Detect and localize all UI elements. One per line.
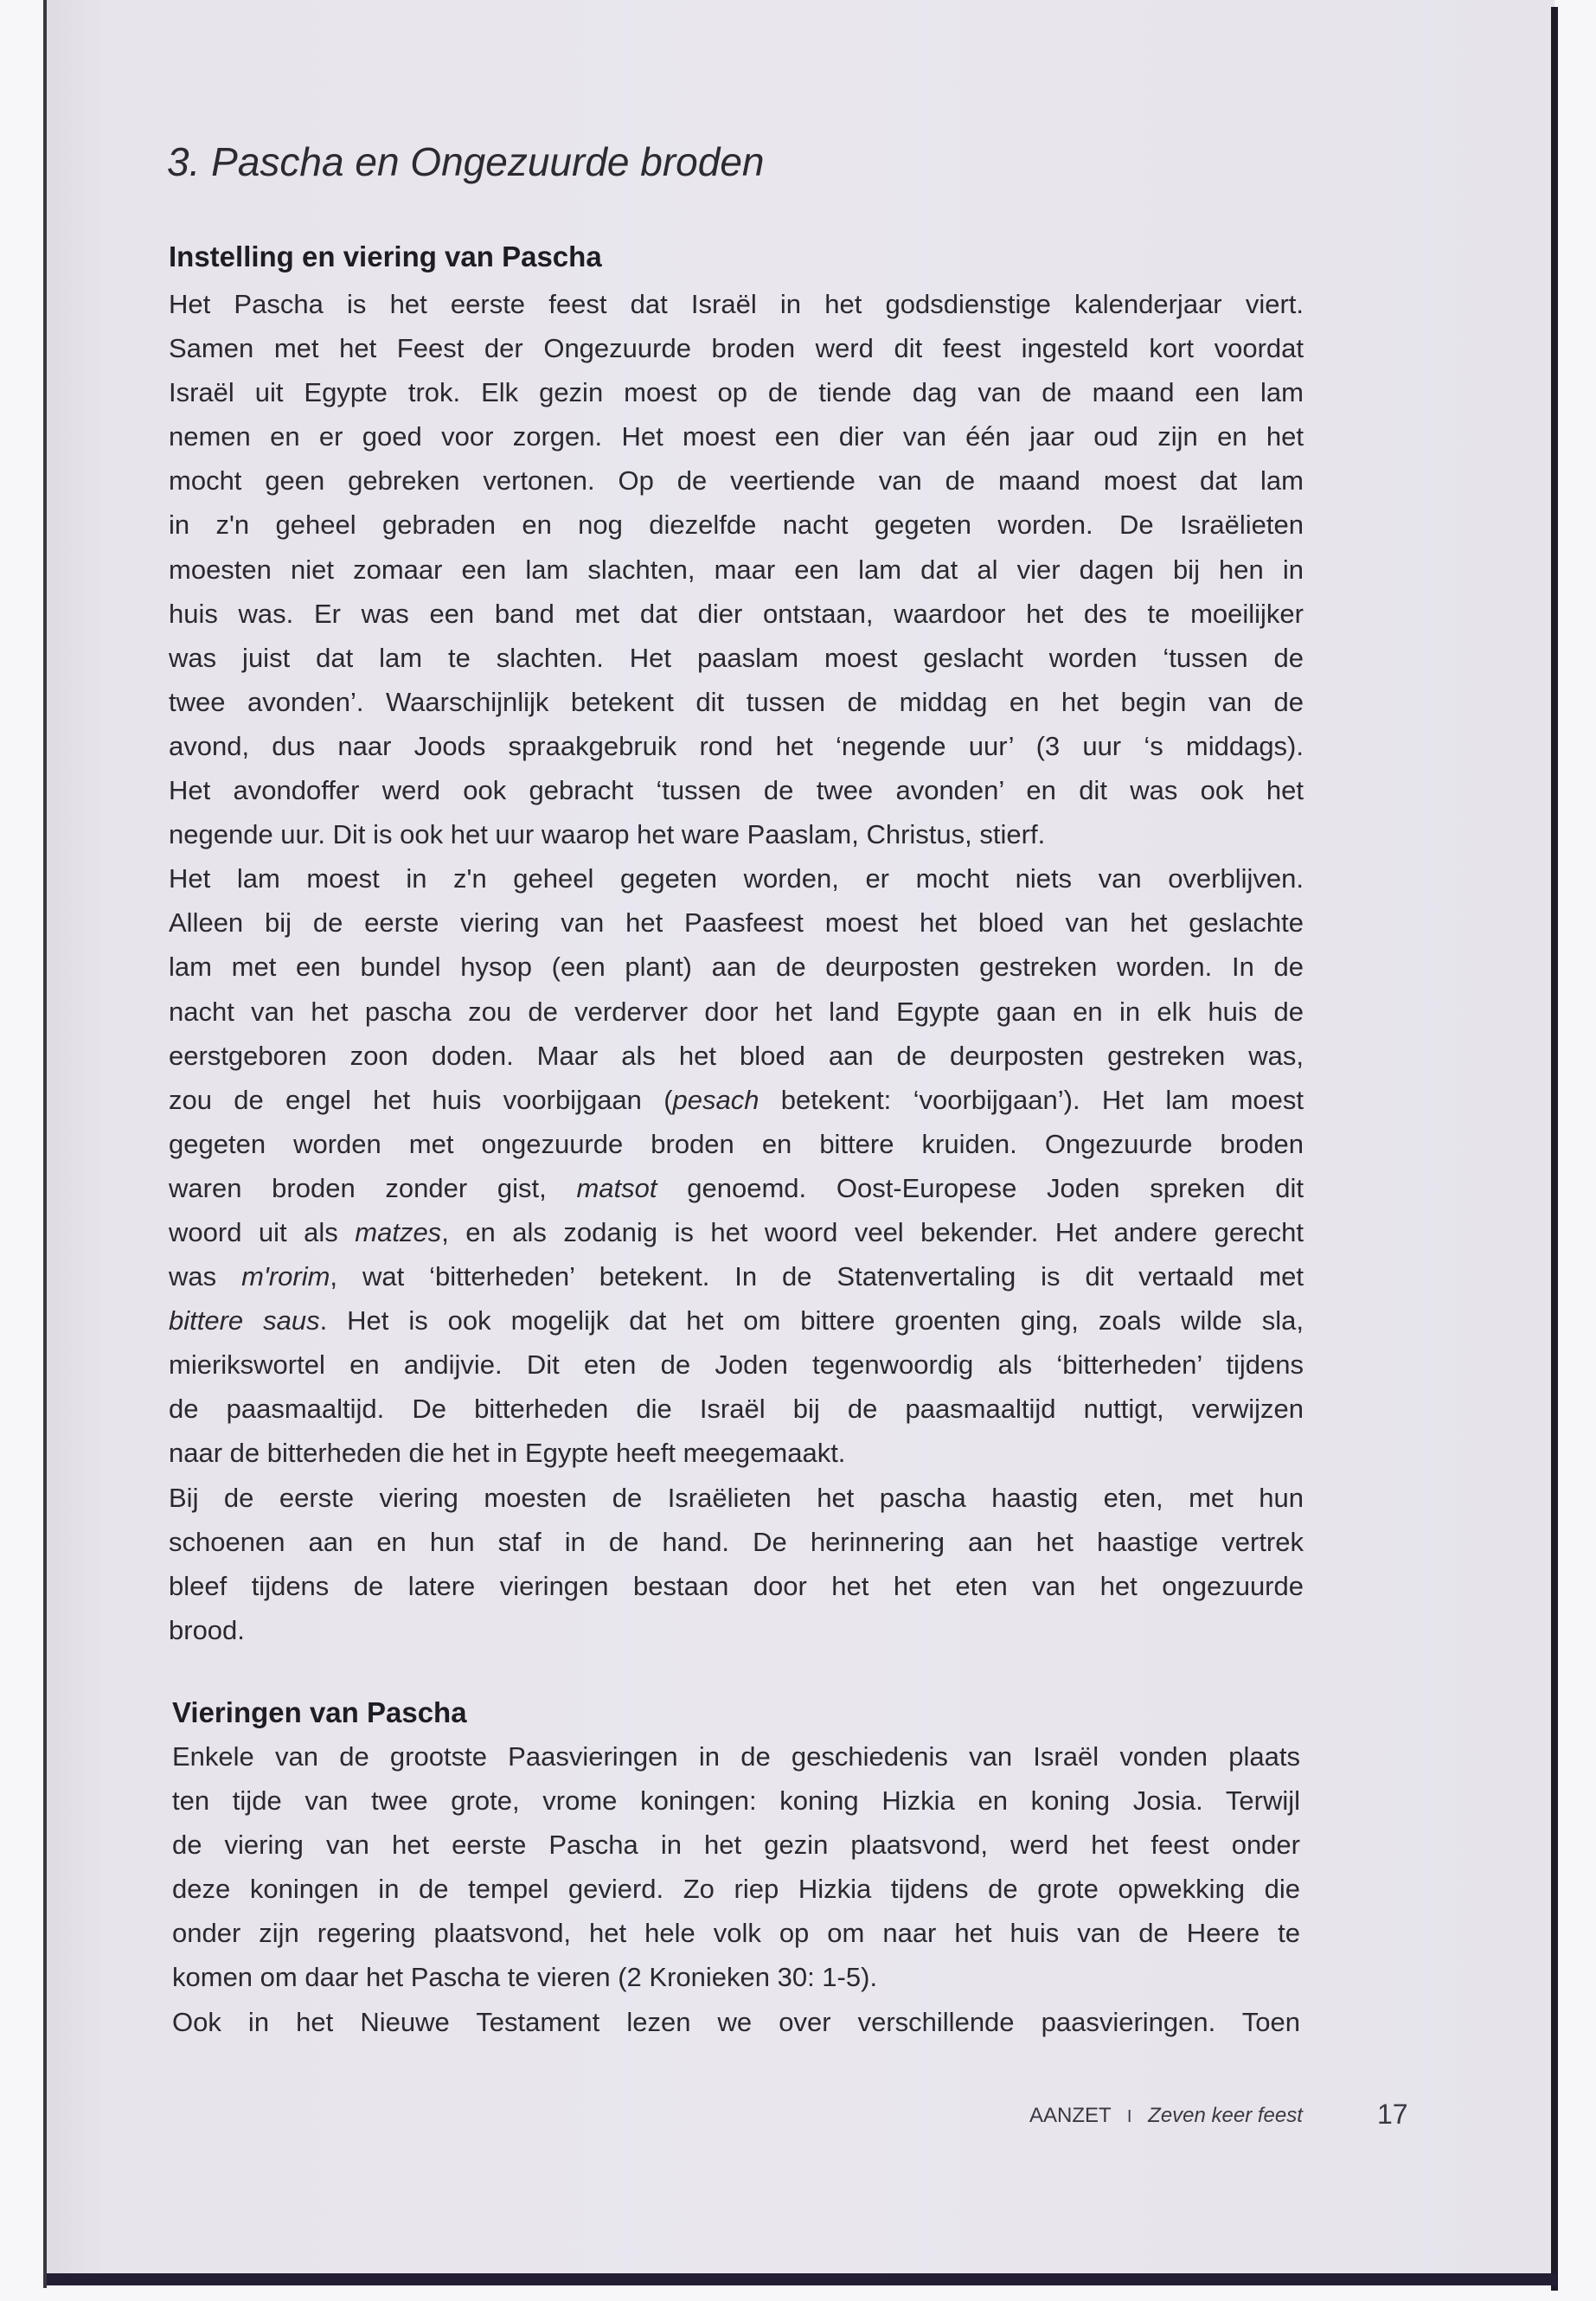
text-segment: negende uur. Dit is ook het uur waarop het ware Paaslam, Christus, stierf. bbox=[169, 819, 1046, 850]
text-line bbox=[169, 1210, 1304, 1254]
text-line bbox=[169, 1078, 1304, 1122]
italic-term: matsot bbox=[576, 1172, 657, 1203]
text-line bbox=[169, 1564, 1304, 1608]
text-segment: was juist dat lam te slachten. Het paaslam moest geslacht worden ‘tussen de bbox=[169, 642, 1304, 673]
text-line bbox=[169, 990, 1304, 1034]
text-segment: Het Pascha is het eerste feest dat Israël in het godsdienstige kalenderjaar viert. bbox=[169, 289, 1304, 319]
italic-term: matzes bbox=[355, 1216, 442, 1247]
text-line bbox=[169, 414, 1304, 458]
text-segment: ten tijde van twee grote, vrome koningen: koning Hizkia en koning Josia. Terwijl bbox=[172, 1785, 1300, 1817]
text-segment: schoenen aan en hun staf in de hand. De herinnering aan het haastige vertrek bbox=[169, 1526, 1304, 1557]
italic-term: bittere saus bbox=[169, 1305, 320, 1336]
text-segment: nemen en er goed voor zorgen. Het moest een dier van één jaar oud zijn en het bbox=[169, 421, 1304, 452]
text-segment: Ook in het Nieuwe Testament lezen we over verschillende paasvieringen. Toen bbox=[172, 2006, 1300, 2037]
text-line bbox=[172, 1779, 1300, 1823]
text-line bbox=[169, 1476, 1304, 1520]
text-line bbox=[169, 592, 1304, 636]
italic-term: m'rorim bbox=[241, 1261, 330, 1292]
text-segment: genoemd. Oost-Europese Joden spreken dit bbox=[657, 1172, 1304, 1203]
text-segment: mocht geen gebreken vertonen. Op de veertiende van de maand moest dat lam bbox=[169, 465, 1304, 497]
text-segment: lam met een bundel hysop (een plant) aan de deurposten gestreken worden. In de bbox=[169, 952, 1304, 983]
text-segment: eerstgeboren zoon doden. Maar als het bloed aan de deurposten gestreken was, bbox=[169, 1040, 1304, 1071]
footer-series bbox=[1029, 2104, 1303, 2128]
text-segment: naar de bitterheden die het in Egypte heeft meegemaakt. bbox=[169, 1438, 846, 1469]
text-line bbox=[169, 724, 1304, 768]
text-segment: . Het is ook mogelijk dat het om bittere groenten ging, zoals wilde sla, bbox=[319, 1305, 1304, 1336]
text-line bbox=[169, 768, 1304, 812]
text-line bbox=[169, 1431, 1304, 1475]
italic-term: pesach bbox=[672, 1084, 760, 1115]
text-line bbox=[169, 1254, 1304, 1298]
page-number: 17 bbox=[1377, 2099, 1408, 2130]
text-line bbox=[172, 1911, 1300, 1955]
text-segment: betekent: ‘voorbijgaan’). Het lam moest bbox=[759, 1084, 1304, 1115]
text-line bbox=[169, 812, 1304, 856]
text-segment: waren broden zonder gist, bbox=[169, 1172, 577, 1203]
text-segment: nacht van het pascha zou de verderver door het land Egypte gaan en in elk huis de bbox=[169, 996, 1304, 1027]
text-segment: Samen met het Feest der Ongezuurde broden werd dit feest ingesteld kort voordat bbox=[169, 333, 1304, 364]
text-segment: , en als zodanig is het woord veel bekender. Het andere gerecht bbox=[441, 1216, 1304, 1247]
text-segment: moesten niet zomaar een lam slachten, maar een lam dat al vier dagen bij hen in bbox=[169, 554, 1304, 585]
text-line bbox=[169, 901, 1304, 945]
section-heading: Instelling en viering van Pascha bbox=[169, 240, 602, 272]
text-segment: , wat ‘bitterheden’ betekent. In de Statenvertaling is dit vertaald met bbox=[330, 1261, 1304, 1292]
text-line bbox=[169, 945, 1304, 989]
text-line bbox=[169, 680, 1304, 724]
text-line bbox=[169, 1298, 1304, 1343]
page-left-edge bbox=[43, 0, 47, 2288]
page-bottom-edge bbox=[47, 2273, 1556, 2285]
text-line bbox=[172, 1867, 1300, 1911]
text-segment: brood. bbox=[169, 1614, 245, 1645]
text-line bbox=[169, 370, 1304, 414]
chapter-title: 3. Pascha en Ongezuurde broden bbox=[167, 139, 765, 184]
section-body bbox=[172, 1734, 1300, 2044]
text-line bbox=[169, 636, 1304, 680]
page-right-edge bbox=[1551, 7, 1558, 2291]
text-segment: woord uit als bbox=[169, 1216, 356, 1247]
footer-series-name: AANZET bbox=[1029, 2104, 1112, 2127]
text-line bbox=[169, 548, 1304, 592]
footer-separator: I bbox=[1126, 2107, 1132, 2126]
text-line bbox=[169, 282, 1304, 326]
text-segment: Het avondoffer werd ook gebracht ‘tussen de twee avonden’ en dit was ook het bbox=[169, 775, 1304, 806]
text-segment: Alleen bij de eerste viering van het Paasfeest moest het bloed van het geslachte bbox=[169, 907, 1304, 939]
text-segment: mierikswortel en andijvie. Dit eten de Joden tegenwoordig als ‘bitterheden’ tijdens bbox=[169, 1349, 1304, 1381]
text-line bbox=[169, 1034, 1304, 1078]
text-segment: zou de engel het huis voorbijgaan ( bbox=[169, 1084, 673, 1115]
text-line bbox=[169, 503, 1304, 547]
section-body bbox=[169, 282, 1304, 1652]
text-segment: gegeten worden met ongezuurde broden en bittere kruiden. Ongezuurde broden bbox=[169, 1128, 1304, 1159]
text-segment: Bij de eerste viering moesten de Israëlieten het pascha haastig eten, met hun bbox=[169, 1482, 1304, 1513]
text-segment: bleef tijdens de latere vieringen bestaan door het het eten van het ongezuurde bbox=[169, 1570, 1304, 1601]
text-line bbox=[169, 1608, 1304, 1652]
text-line bbox=[172, 1955, 1300, 1999]
text-line bbox=[169, 1166, 1304, 1210]
text-segment: deze koningen in de tempel gevierd. Zo riep Hizkia tijdens de grote opwekking die bbox=[172, 1874, 1300, 1905]
text-line bbox=[169, 1520, 1304, 1564]
text-line bbox=[169, 326, 1304, 370]
text-segment: Israël uit Egypte trok. Elk gezin moest op de tiende dag van de maand een lam bbox=[169, 377, 1304, 408]
text-line bbox=[172, 2000, 1300, 2044]
text-segment: in z'n geheel gebraden en nog diezelfde nacht gegeten worden. De Israëlieten bbox=[169, 510, 1304, 541]
text-segment: de paasmaaltijd. De bitterheden die Israël bij de paasmaaltijd nuttigt, verwijzen bbox=[169, 1394, 1304, 1425]
text-segment: onder zijn regering plaatsvond, het hele volk op om naar het huis van de Heere te bbox=[172, 1918, 1300, 1949]
text-segment: Enkele van de grootste Paasvieringen in de geschiedenis van Israël vonden plaats bbox=[172, 1741, 1300, 1772]
text-segment: de viering van het eerste Pascha in het gezin plaatsvond, werd het feest onder bbox=[172, 1830, 1300, 1861]
text-line bbox=[169, 458, 1304, 503]
text-line bbox=[169, 1122, 1304, 1166]
text-line bbox=[169, 1343, 1304, 1387]
text-segment: komen om daar het Pascha te vieren (2 Kronieken 30: 1-5). bbox=[172, 1962, 878, 1993]
text-line bbox=[169, 856, 1304, 901]
text-segment: Het lam moest in z'n geheel gegeten worden, er mocht niets van overblijven. bbox=[169, 863, 1304, 894]
footer-book-title: Zeven keer feest bbox=[1148, 2104, 1303, 2127]
text-line bbox=[172, 1823, 1300, 1867]
text-segment: twee avonden’. Waarschijnlijk betekent dit tussen de middag en het begin van de bbox=[169, 686, 1304, 717]
text-line bbox=[169, 1387, 1304, 1431]
text-segment: avond, dus naar Joods spraakgebruik rond het ‘negende uur’ (3 uur ‘s middags). bbox=[169, 730, 1304, 761]
text-segment: huis was. Er was een band met dat dier ontstaan, waardoor het des te moeilijker bbox=[169, 598, 1304, 629]
section-heading: Vieringen van Pascha bbox=[172, 1696, 467, 1728]
text-line bbox=[172, 1734, 1300, 1779]
text-segment: was bbox=[169, 1261, 242, 1292]
